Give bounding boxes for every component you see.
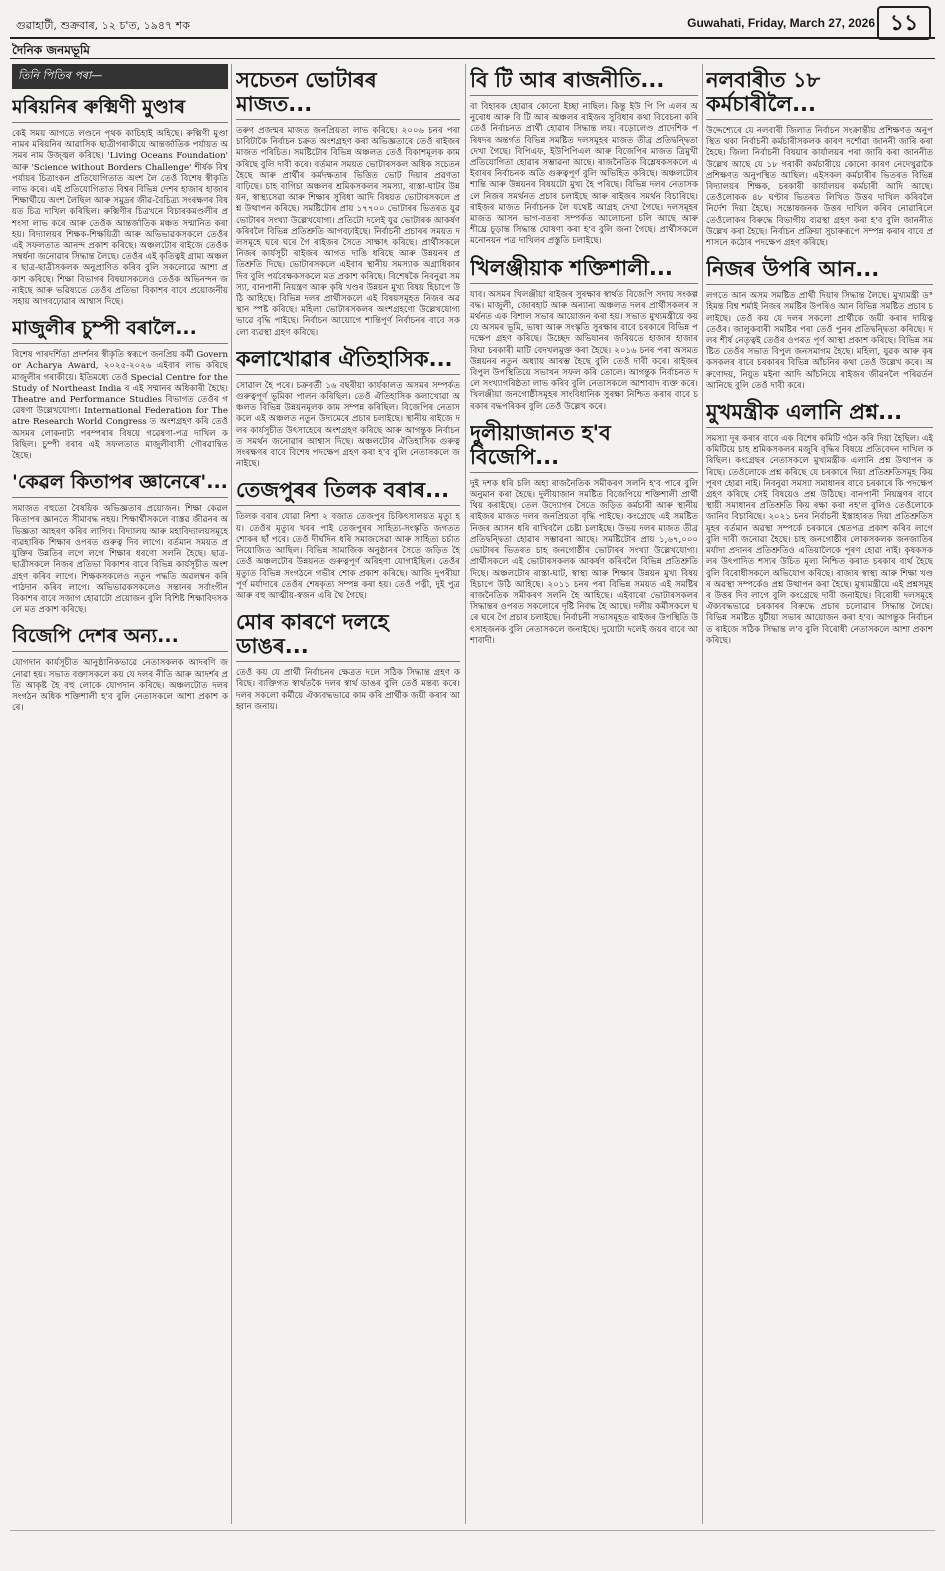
article-headline: বিজেপি দেশৰ অন্য... (12, 624, 228, 652)
article-headline: তেজপুৰৰ তিলক বৰাৰ... (236, 478, 460, 506)
column-divider (231, 64, 232, 1524)
article-headline: মাজুলীৰ চুম্পী বৰালৈ... (12, 316, 228, 344)
header-date-english: Guwahati, Friday, March 27, 2026 (687, 16, 875, 30)
article-headline: মোৰ কাৰণে দলহে ডাঙৰ... (236, 610, 460, 662)
article-body: তিলক বৰাৰ যোৱা নিশা ২ বজাত তেজপুৰ চিকিৎসালয়ত মৃত্যু হয়। তেওঁৰ মৃত্যুৰ খবৰ পাই তেজপুৰৰ সাহিত্য-সংস্কৃতি জগতত শোকৰ ছাঁ পৰে। তেওঁ দীৰ্ঘদিন ধৰি সমাজসেৱা আৰু সাহিত্য চৰ্চাত নিয়োজিত আছিল। বিভিন্ন সামাজিক অনুষ্ঠানৰ সৈতে জড়িত হৈ তেওঁ অঞ্চলটোৰ উন্নয়নত গুৰুত্বপূৰ্ণ অৰিহণা যোগাইছিল। তেওঁৰ মৃত্যুত বিভিন্ন সংগঠনে গভীৰ শোক প্ৰকাশ কৰিছে। আজি দুপৰীয়া পূৰ্ণ মৰ্যাদাৰে তেওঁৰ শেষকৃত্য সম্পন্ন কৰা হয়। তেওঁ পত্নী, দুই পুত্ৰ আৰু বহু আত্মীয়-স্বজন এৰি থৈ গৈছে। (236, 512, 460, 601)
column-1 (12, 64, 228, 1524)
masthead: দৈনিক জনমভূমি (12, 43, 90, 57)
column-divider (465, 64, 466, 1524)
article-headline: নলবাৰীত ১৮ কৰ্মচাৰীলৈ... (706, 68, 933, 120)
column-4 (706, 64, 933, 1524)
article-body: যাব। অসমৰ খিলঞ্জীয়া ৰাইজৰ সুৰক্ষাৰ স্বাৰ্থত বিজেপি সদায় সংকল্পবদ্ধ। মাজুলী, জোৰহাট আৰু অন্যান্য অঞ্চলত দলৰ প্ৰাৰ্থীসকলৰ সমৰ্থনত এক বিশাল সভাৰ আয়োজন কৰা হয়। সভাত মুখ্যমন্ত্ৰীয়ে কয় যে অসমৰ ভূমি, ভাষা আৰু সংস্কৃতি সুৰক্ষাৰ বাবে চৰকাৰে বিভিন্ন পদক্ষেপ গ্ৰহণ কৰিছে। উচ্ছেদ অভিযানৰ জৰিয়তে হাজাৰ হাজাৰ বিঘা চৰকাৰী মাটি বেদখলমুক্ত কৰা হৈছে। ২০১৬ চনৰ পৰা অসমত উন্নয়নৰ নতুন অধ্যায় আৰম্ভ হৈছে বুলি তেওঁ দাবী কৰে। ৰাইজৰ বিপুল উপস্থিতিয়ে সভাখন সফল কৰি তোলে। আগন্তুক নিৰ্বাচনত দলে সংখ্যাগৰিষ্ঠতা লাভ কৰিব বুলি নেতাসকলে আশাবাদ ব্যক্ত কৰে। খিলঞ্জীয়া জনগোষ্ঠীসমূহৰ সাংবিধানিক সুৰক্ষা নিশ্চিত কৰাৰ বাবে চৰকাৰ বদ্ধপৰিকৰ বুলি তেওঁ উল্লেখ কৰে। (470, 289, 698, 412)
article-body: যোগদান কাৰ্যসূচীত আনুষ্ঠানিকভাৱে নেতাসকলক আদৰণি জনোৱা হয়। সভাত বক্তাসকলে কয় যে দলৰ নীতি আৰু আদৰ্শৰ প্ৰতি আকৃষ্ট হৈ বহু লোকে যোগদান কৰিছে। অঞ্চলটোত দলৰ সংগঠন অধিক শক্তিশালী হ'ব বুলি নেতাসকলে আশা প্ৰকাশ কৰে। (12, 658, 228, 714)
article-headline: মৰিয়নিৰ ৰুক্মিণী মুণ্ডাৰ (12, 95, 228, 123)
header-rule (10, 37, 935, 39)
article-headline: সচেতন ভোটাৰৰ মাজত... (236, 68, 460, 120)
article-body: বা বিহাৰক হোৱাৰ কোনো ইচ্ছা নাছিল। কিন্তু ইউ পি পি এলৰ অনুৰোধ আৰু বি টি আৰ অঞ্চলৰ ৰাইজৰ সুবিধাৰ কথা বিবেচনা কৰি তেওঁ নিৰ্বাচনত প্ৰাৰ্থী হোৱাৰ সিদ্ধান্ত লয়। বড়োলেণ্ড প্ৰাদেশিক পৰিষদৰ অন্তৰ্গত বিভিন্ন সমষ্টিত দলসমূহৰ মাজত তীব্ৰ প্ৰতিদ্বন্দ্বিতা দেখা গৈছে। বিপিএফ, ইউপিপিএল আৰু বিজেপিৰ মাজত ত্ৰিমুখী প্ৰতিযোগিতা হোৱাৰ সম্ভাৱনা আছে। ৰাজনৈতিক বিশ্লেষকসকলে এইবাৰৰ নিৰ্বাচনক অতি গুৰুত্বপূৰ্ণ বুলি অভিহিত কৰিছে। অঞ্চলটোৰ শান্তি আৰু উন্নয়নৰ বিষয়টো মুখ্য হৈ পৰিছে। বিভিন্ন দলৰ নেতাসকলে নিজৰ সমৰ্থনত প্ৰচাৰ চলাইছে আৰু ৰাইজৰ সমৰ্থন বিচাৰিছে। ৰাইজৰ মাজত নিৰ্বাচনক লৈ যথেষ্ট আগ্ৰহ দেখা গৈছে। দলসমূহৰ মাজত আসন ভাগ-বতৰা সম্পৰ্কত আলোচনা চলি আছে আৰু শীঘ্ৰে চূড়ান্ত সিদ্ধান্ত ঘোষণা কৰা হ'ব বুলি জনা গৈছে। প্ৰাৰ্থীসকলে মনোনয়ন পত্ৰ দাখিলৰ প্ৰস্তুতি চলাইছে। (470, 102, 698, 247)
article-headline: খিলঞ্জীয়াক শক্তিশালী... (470, 256, 698, 284)
footer-rule (10, 1530, 935, 1531)
article-body: কেই সময় আগতে লণ্ডনে পৃথক কাচিহাই অহিছে। ৰুক্মিণী মুণ্ডা নামৰ মৰিয়নিৰ আৱাসিক ছাত্ৰীগৰাকীয়ে আন্তৰ্জাতিক পৰ্যায়ত অসমৰ নাম উজ্জ্বল কৰিছে। 'Living Oceans Foundation' আৰু 'Science without Borders Challenge' শীৰ্ষক বিশ্ব পৰ্যায়ৰ চিত্ৰাংকন প্ৰতিযোগিতাত অংশ লৈ তেওঁ বিশেষ স্বীকৃতি লাভ কৰে। এই প্ৰতিযোগিতাত বিশ্বৰ বিভিন্ন দেশৰ হাজাৰ হাজাৰ শিক্ষাৰ্থীয়ে অংশ লৈছিল আৰু সমুদ্ৰৰ জীৱ-বৈচিত্ৰ্য সংৰক্ষণৰ বিষয়ত চিত্ৰ দাখিল কৰিছিল। ৰুক্মিণীৰ চিত্ৰখনে বিচাৰকমণ্ডলীৰ প্ৰশংসা লাভ কৰে আৰু তেওঁক আন্তৰ্জাতিক মঞ্চত সন্মানিত কৰা হয়। বিদ্যালয়ৰ শিক্ষক-শিক্ষয়িত্ৰী আৰু অভিভাৱকসকলে তেওঁৰ এই সফলতাত আনন্দ প্ৰকাশ কৰিছে। অঞ্চলটোৰ ৰাইজে তেওঁক সম্বৰ্ধনা জনোৱাৰ সিদ্ধান্ত লৈছে। তেওঁৰ এই কৃতিত্বই গ্ৰাম্য অঞ্চলৰ ছাত্ৰ-ছাত্ৰীসকলক অনুপ্ৰাণিত কৰিব বুলি সকলোৱে আশা প্ৰকাশ কৰিছে। শিক্ষা বিভাগৰ বিষয়াসকলেও তেওঁক অভিনন্দন জনাইছে আৰু ভৱিষ্যতে তেওঁৰ প্ৰতিভা বিকাশৰ বাবে প্ৰয়োজনীয় সহায় আগবঢ়োৱাৰ আশ্বাস দিছে। (12, 129, 228, 308)
section-tag: তিনি পিতিৰ পৰা— (12, 64, 228, 89)
article-body: সমাজত বহুতো বৈষয়িক অভিজ্ঞতাৰ প্ৰয়োজন। শিক্ষা কেৱল কিতাপৰ জ্ঞানতে সীমাবদ্ধ নহয়। শিক্ষাৰ্থীসকলে বাস্তৱ জীৱনৰ অভিজ্ঞতা আহৰণ কৰিব লাগিব। বিদ্যালয় আৰু মহাবিদ্যালয়সমূহে ব্যৱহাৰিক শিক্ষাৰ ওপৰত গুৰুত্ব দিব লাগে। বৰ্তমান সময়ত প্ৰযুক্তিৰ উন্নতিৰ লগে লগে শিক্ষাৰ ধৰণো সলনি হৈছে। ছাত্ৰ-ছাত্ৰীসকলে নিজৰ প্ৰতিভা বিকাশৰ বাবে বিভিন্ন কাৰ্যসূচীত অংশগ্ৰহণ কৰিব লাগে। শিক্ষকসকলেও নতুন পদ্ধতি অৱলম্বন কৰি পাঠদান কৰিব লাগে। অভিভাৱকসকলেও সন্তানৰ সৰ্বাংগীন বিকাশৰ বাবে সজাগ হোৱাটো প্ৰয়োজন বুলি বিশিষ্ট শিক্ষাবিদসকলে মত প্ৰকাশ কৰিছে। (12, 504, 228, 616)
article-headline: কলাখোৱাৰ ঐতিহাসিক... (236, 347, 460, 375)
article-body: সোৱাল হৈ পৰে। চক্ৰবৰ্তী ১৬ বছৰীয়া কাৰ্যকালত অসমৰ সম্পৰ্কত গুৰুত্বপূৰ্ণ ভূমিকা পালন কৰিছিল। তেওঁ ঐতিহাসিক কলাখোৱা অঞ্চলত বিভিন্ন উন্নয়নমূলক কাম সম্পন্ন কৰিছিল। বিজেপিৰ নেতাসকলে এই অঞ্চলত নতুন উদ্যমেৰে প্ৰচাৰ চলাইছে। স্থানীয় ৰাইজে দলৰ কাৰ্যসূচীত উৎসাহেৰে অংশগ্ৰহণ কৰিছে আৰু আগন্তুক নিৰ্বাচনত সমৰ্থন জনোৱাৰ আশ্বাস দিছে। অঞ্চলটোৰ ঐতিহাসিক গুৰুত্ব সংৰক্ষণৰ বাবে বিশেষ পদক্ষেপ গ্ৰহণ কৰা হ'ব বুলি নেতাসকলে জনাইছে। (236, 380, 460, 470)
article-body: উদ্দেশ্যেৰে যে নলবাৰী জিলাত নিৰ্বাচন সংক্ৰান্তীয় প্ৰশিক্ষণত অনুপস্থিত থকা নিৰ্বাচনী কৰ্মচাৰীসকলক কাৰণ দৰ্শোৱা জাননী জাৰি কৰা হৈছে। জিলা নিৰ্বাচনী বিষয়াৰ কাৰ্যালয়ৰ পৰা জাৰি কৰা জাননীত উল্লেখ আছে যে ১৮ গৰাকী কৰ্মচাৰীয়ে কোনো কাৰণ নেদেখুৱাকৈ প্ৰশিক্ষণত অনুপস্থিত আছিল। এইসকল কৰ্মচাৰীৰ ভিতৰত বিভিন্ন বিদ্যালয়ৰ শিক্ষক, চৰকাৰী কাৰ্যালয়ৰ কৰ্মচাৰী আদি আছে। তেওঁলোকক ৪৮ ঘণ্টাৰ ভিতৰত লিখিত উত্তৰ দাখিল কৰিবলৈ নিৰ্দেশ দিয়া হৈছে। সন্তোষজনক উত্তৰ দাখিল কৰিব নোৱাৰিলে তেওঁলোকৰ বিৰুদ্ধে বিভাগীয় ব্যৱস্থা গ্ৰহণ কৰা হ'ব বুলি জাননীত উল্লেখ কৰা হৈছে। নিৰ্বাচন প্ৰক্ৰিয়া সুচাৰুৰূপে সম্পন্ন কৰাৰ বাবে প্ৰশাসনে কঠোৰ পদক্ষেপ গ্ৰহণ কৰিছে। (706, 126, 933, 249)
header-date-assamese: গুৱাহাটী, শুক্ৰবাৰ, ১২ চ'ত, ১৯৪৭ শক (16, 19, 190, 32)
page-number: ১১ (877, 6, 931, 40)
article-headline: দুলীয়াজানত হ'ব বিজেপি... (470, 421, 698, 473)
article-body: সমস্যা দূৰ কৰাৰ বাবে এক বিশেষ কমিটি গঠন কৰি দিয়া হৈছিল। এই কমিটিয়ে চাহ শ্ৰমিকসকলৰ মজুৰি বৃদ্ধিৰ বিষয়ে প্ৰতিবেদন দাখিল কৰিছিল। কংগ্ৰেছৰ নেতাসকলে মুখ্যমন্ত্ৰীক এলানি প্ৰশ্ন উত্থাপন কৰিছে। তেওঁলোকে প্ৰশ্ন কৰিছে যে চৰকাৰে দিয়া প্ৰতিশ্ৰুতিসমূহ কিয় পূৰণ হোৱা নাই। নিবনুৱা সমস্যা সমাধানৰ বাবে চৰকাৰে কি পদক্ষেপ গ্ৰহণ কৰিছে সেই বিষয়েও প্ৰশ্ন উঠিছে। বানপানী নিয়ন্ত্ৰণৰ বাবে স্থায়ী সমাধানৰ প্ৰতিশ্ৰুতি কিয় ৰক্ষা কৰা নহ'ল বুলিও তেওঁলোকে জানিব বিচাৰিছে। ২০২১ চনৰ নিৰ্বাচনী ইস্তাহাৰত দিয়া প্ৰতিশ্ৰুতিসমূহৰ বৰ্তমান অৱস্থা সম্পৰ্কে চৰকাৰে শ্বেতপত্ৰ প্ৰকাশ কৰিব লাগে বুলি দাবী জনোৱা হৈছে। চাহ জনগোষ্ঠীৰ লোকসকলক জনজাতিৰ মৰ্যাদা প্ৰদানৰ প্ৰতিশ্ৰুতিও এতিয়ালৈকে পূৰণ হোৱা নাই। কৃষকসকলৰ উৎপাদিত শস্যৰ উচিত মূল্য নিশ্চিত কৰাত চৰকাৰ ব্যৰ্থ হৈছে বুলি বিৰোধীসকলে অভিযোগ কৰিছে। ৰাজ্যৰ স্বাস্থ্য আৰু শিক্ষা খণ্ডৰ অৱস্থা সম্পৰ্কেও প্ৰশ্ন উত্থাপন কৰা হৈছে। মুখ্যমন্ত্ৰীয়ে এই প্ৰশ্নসমূহৰ উত্তৰ দিব লাগে বুলি কংগ্ৰেছে দাবী জনাইছে। বিৰোধী দলসমূহে ঐক্যবদ্ধভাৱে চৰকাৰৰ বিৰুদ্ধে প্ৰচাৰ চলোৱাৰ সিদ্ধান্ত লৈছে। বিভিন্ন সমষ্টিত যুটীয়া সভাৰ আয়োজন কৰা হ'ব। আগন্তুক নিৰ্বাচনত ৰাইজে সঠিক সিদ্ধান্ত ল'ব বুলি বিৰোধী নেতাসকলে আশা প্ৰকাশ কৰিছে। (706, 434, 933, 646)
masthead-rule (10, 58, 935, 59)
column-2 (236, 64, 460, 1524)
article-body: তেওঁ কয় যে প্ৰাৰ্থী নিৰ্বাচনৰ ক্ষেত্ৰত দলে সঠিক সিদ্ধান্ত গ্ৰহণ কৰিছে। ব্যক্তিগত স্বাৰ্থতকৈ দলৰ স্বাৰ্থ ডাঙৰ বুলি তেওঁ মন্তব্য কৰে। দলৰ সকলো কৰ্মীয়ে ঐক্যবদ্ধভাৱে কাম কৰি প্ৰাৰ্থীক জয়ী কৰাৰ আহ্বান জনায়। (236, 668, 460, 712)
article-headline: মুখমন্ত্ৰীক এলানি প্ৰশ্ন... (706, 400, 933, 428)
column-3 (470, 64, 698, 1524)
article-headline: নিজৰ উপৰি আন... (706, 257, 933, 285)
article-body: বিশেষ পাৰদৰ্শিতা প্ৰদৰ্শনৰ স্বীকৃতি স্বৰূপে জনপ্ৰিয় কৰ্মী Governor Acharya Award, ২০২৫-২০২৬ এইবাৰ লাভ কৰিছে মাজুলীৰ গৰাকীয়ে। ইতিমধ্যে তেওঁ Special Centre for the Study of Northeast India ৰ এই সম্মানৰ অধিকাৰী হৈছে। Theatre and Performance Studies বিভাগত তেওঁৰ গৱেষণা উল্লেখযোগ্য। International Federation for Theatre Research World Congress ত অংশগ্ৰহণ কৰি তেওঁ অসমৰ লোকনাট্য পৰম্পৰাৰ বিষয়ে গৱেষণা-পত্ৰ দাখিল কৰিছিল। চুম্পী বৰাৰ এই সফলতাত মাজুলীবাসী গৌৰৱান্বিত হৈছে। (12, 350, 228, 462)
article-body: দুই দশক ধৰি চলি অহা ৰাজনৈতিক সমীকৰণ সলনি হ'ব পাৰে বুলি অনুমান কৰা হৈছে। দুলীয়াজান সমষ্টিত বিজেপিয়ে শক্তিশালী প্ৰাৰ্থী থিয় কৰাইছে। তেল উদ্যোগৰ সৈতে জড়িত কৰ্মচাৰী আৰু স্থানীয় ৰাইজৰ মাজত দলৰ জনপ্ৰিয়তা বৃদ্ধি পাইছে। কংগ্ৰেছে এই সমষ্টিত নিজৰ আসন ধৰি ৰাখিবলৈ চেষ্টা চলাইছে। উভয় দলৰ মাজত তীব্ৰ প্ৰতিদ্বন্দ্বিতা হোৱাৰ সম্ভাৱনা আছে। সমষ্টিটোৰ প্ৰায় ১,৬৭,০০০ ভোটাৰৰ ভিতৰত চাহ জনগোষ্ঠীৰ ভোটাৰৰ সংখ্যা উল্লেখযোগ্য। প্ৰাৰ্থীসকলে এই ভোটাৰসকলক আকৰ্ষণ কৰিবলৈ বিভিন্ন প্ৰতিশ্ৰুতি দিছে। অঞ্চলটোৰ ৰাস্তা-ঘাট, স্বাস্থ্য আৰু শিক্ষাৰ উন্নয়ন মুখ্য বিষয় হিচাপে উঠি আহিছে। ২০১১ চনৰ পৰা বিভিন্ন সময়ত এই সমষ্টিৰ ৰাজনৈতিক সমীকৰণ সলনি হৈ আহিছে। এইবাৰো ভোটাৰসকলৰ সিদ্ধান্তৰ ওপৰত সকলোৰে দৃষ্টি নিবদ্ধ হৈ আছে। দলীয় কৰ্মীসকলে ঘৰে ঘৰে গৈ প্ৰচাৰ চলাইছে। নিৰ্বাচনী সভাসমূহত ৰাইজৰ উপস্থিতি উৎসাহজনক বুলি নেতাসকলে জনাইছে। দুয়োটা দলেই জয়ৰ বাবে আশাবাদী। (470, 478, 698, 646)
page-header (10, 8, 935, 34)
article-headline: 'কেৱল কিতাপৰ জ্ঞানেৰে'... (12, 470, 228, 498)
article-body: লগতে আন অসম সমষ্টিত প্ৰাৰ্থী দিয়াৰ সিদ্ধান্ত লৈছে। মুখ্যমন্ত্ৰী ড° হিমন্ত বিশ্ব শৰ্মাই নিজৰ সমষ্টিৰ উপৰিও আন বিভিন্ন সমষ্টিত প্ৰচাৰ চলাইছে। তেওঁ কয় যে দলৰ সকলো প্ৰাৰ্থীকে জয়ী কৰাৰ দায়িত্ব তেওঁৰ। জালুকবাৰী সমষ্টিৰ পৰা তেওঁ পুনৰ প্ৰতিদ্বন্দ্বিতা কৰিছে। দলৰ শীৰ্ষ নেতৃত্বই তেওঁৰ ওপৰত পূৰ্ণ আস্থা প্ৰকাশ কৰিছে। বিভিন্ন সমষ্টিত তেওঁৰ সভাত বিপুল জনসমাগম হৈছে। মহিলা, যুৱক আৰু কৃষকসকলৰ বাবে চৰকাৰৰ বিভিন্ন আঁচনিৰ কথা তেওঁ উল্লেখ কৰে। অৰুণোদয়, নিযুত মইনা আদি আঁচনিয়ে ৰাইজৰ জীৱনলৈ পৰিৱৰ্তন আনিছে বুলি তেওঁ দাবী কৰে। (706, 291, 933, 391)
article-body: তৰুণ প্ৰজন্মৰ মাজত জনপ্ৰিয়তা লাভ কৰিছে। ২০০৬ চনৰ পৰা চাবিটাকৈ নিৰ্বাচন চক্ৰত অংশগ্ৰহণ কৰা অভিজ্ঞতাৰে তেওঁ ৰাইজৰ মাজত পৰিচিত। সমষ্টিটোৰ বিভিন্ন অঞ্চলত তেওঁ বিকাশমূলক কাম কৰিছে বুলি দাবী কৰে। বৰ্তমান সময়ত ভোটাৰসকল অধিক সচেতন হৈছে আৰু প্ৰাৰ্থীৰ কৰ্মদক্ষতাৰ ভিত্তিত ভোট দিয়াৰ প্ৰৱণতা বাঢ়িছে। চাহ বাগিচা অঞ্চলৰ শ্ৰমিকসকলৰ সমস্যা, ৰাস্তা-ঘাটৰ উন্নয়ন, স্বাস্থ্যসেৱা আৰু শিক্ষাৰ সুবিধা আদি বিষয়ত ভোটাৰসকলে প্ৰশ্ন উত্থাপন কৰিছে। সমষ্টিটোৰ প্ৰায় ১৭৭০০ ভোটাৰৰ ভিতৰত যুৱ ভোটাৰৰ সংখ্যা উল্লেখযোগ্য। প্ৰতিটো দলেই যুৱ ভোটাৰক আকৰ্ষণ কৰিবলৈ বিভিন্ন প্ৰতিশ্ৰুতি আগবঢ়াইছে। নিৰ্বাচনী প্ৰচাৰৰ সময়ত দলসমূহে ঘৰে ঘৰে গৈ ৰাইজৰ সৈতে সাক্ষাৎ কৰিছে। প্ৰাৰ্থীসকলে নিজৰ কাৰ্যসূচী ৰাইজৰ আগত দাঙি ধৰিছে আৰু উন্নয়নৰ প্ৰতিশ্ৰুতি দিছে। ভোটাৰসকলে এইবাৰ স্থানীয় সমস্যাক অগ্ৰাধিকাৰ দিব বুলি পৰ্যবেক্ষকসকলে মত প্ৰকাশ কৰিছে। বিশেষকৈ নিবনুৱা সমস্যা, বানপানী নিয়ন্ত্ৰণ আৰু কৃষি খণ্ডৰ উন্নয়ন মুখ্য বিষয় হিচাপে উঠি আহিছে। বিভিন্ন দলৰ প্ৰাৰ্থীসকলে এই বিষয়সমূহত নিজৰ অৱস্থান স্পষ্ট কৰিছে। মহিলা ভোটাৰসকলৰ অংশগ্ৰহণো উল্লেখযোগ্যভাৱে বৃদ্ধি পাইছে। নিৰ্বাচন আয়োগে শান্তিপূৰ্ণ নিৰ্বাচনৰ বাবে সকলো ব্যৱস্থা গ্ৰহণ কৰিছে। (236, 126, 460, 338)
column-divider (702, 64, 703, 1524)
article-headline: বি টি আৰ ৰাজনীতি... (470, 68, 698, 96)
